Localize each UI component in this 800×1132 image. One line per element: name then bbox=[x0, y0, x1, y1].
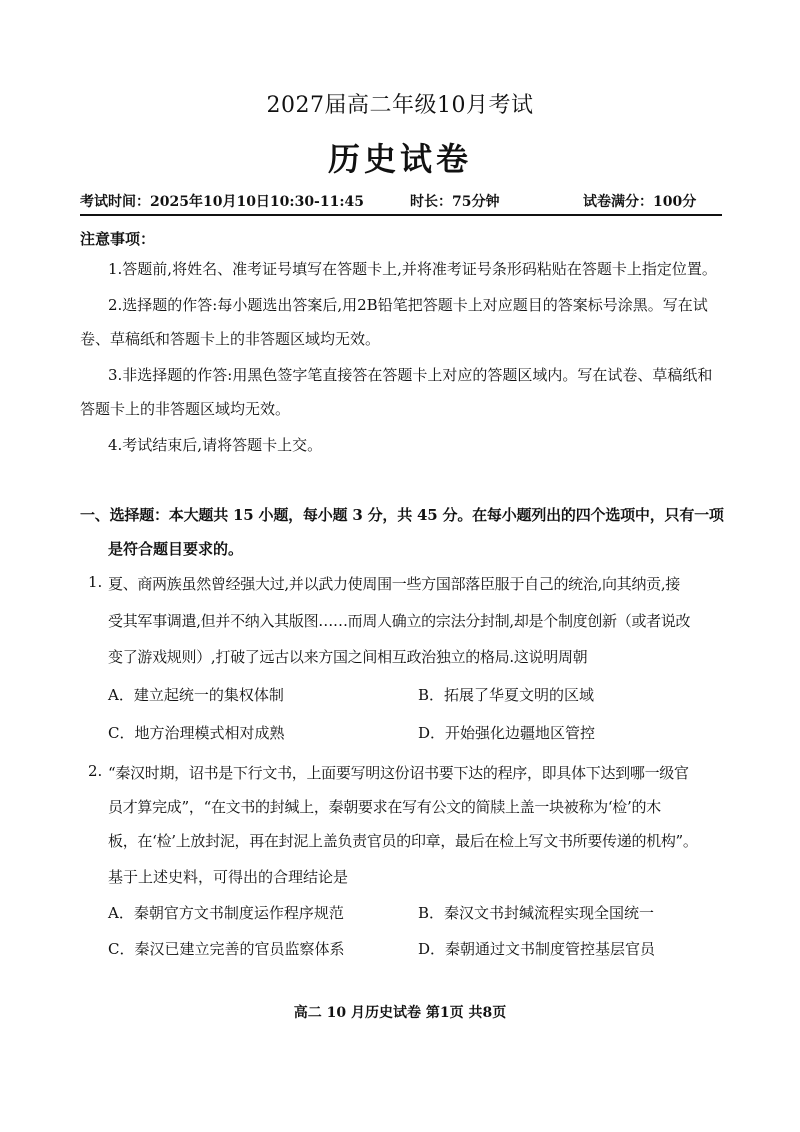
note-item: 3.非选择题的作答:用黑色签字笔直接答在答题卡上对应的答题区域内。写在试卷、草稿纸和 bbox=[108, 366, 713, 384]
notes-heading: 注意事项： bbox=[80, 230, 156, 248]
note-item: 4.考试结束后,请将答题卡上交。 bbox=[108, 436, 323, 454]
question-stem-line: “秦汉时期，诏书是下行文书，上面要写明这份诏书要下达的程序，即具体下达到哪一级官 bbox=[108, 764, 689, 782]
full-score: 试卷满分：100分 bbox=[583, 194, 697, 210]
note-item: 卷、草稿纸和答题卡上的非答题区域均无效。 bbox=[80, 330, 381, 348]
note-item: 答题卡上的非答题区域均无效。 bbox=[80, 400, 291, 418]
exam-time: 考试时间：2025年10月10日10:30-11:45 bbox=[80, 194, 365, 210]
option-d: D．秦朝通过文书制度管控基层官员 bbox=[418, 940, 656, 958]
section-heading: 一、选择题：本大题共 15 小题，每小题 3 分，共 45 分。在每小题列出的四个选项中，只有一项 bbox=[80, 506, 724, 524]
option-c: C．地方治理模式相对成熟 bbox=[108, 724, 285, 742]
option-b: B．秦汉文书封缄流程实现全国统一 bbox=[418, 904, 655, 922]
question-stem-line: 基于上述史料，可得出的合理结论是 bbox=[108, 868, 349, 886]
option-a: A．建立起统一的集权体制 bbox=[108, 686, 284, 704]
option-a: A．秦朝官方文书制度运作程序规范 bbox=[108, 904, 344, 922]
section-heading-cont: 是符合题目要求的。 bbox=[108, 540, 244, 558]
question-stem-line: 员才算完成”，“在文书的封缄上，秦朝要求在写有公文的简牍上盖一块被称为‘检’的木 bbox=[108, 798, 661, 816]
exam-title: 2027届高二年级10月考试 bbox=[266, 93, 534, 118]
question-stem-line: 变了游戏规则）,打破了远古以来方国之间相互政治独立的格局.这说明周朝 bbox=[108, 648, 588, 666]
question-stem-line: 板，在‘检’上放封泥，再在封泥上盖负责官员的印章，最后在检上写文书所要传递的机构”。 bbox=[108, 832, 698, 850]
exam-duration: 时长：75分钟 bbox=[410, 194, 500, 210]
subject-title: 历史试卷 bbox=[327, 140, 472, 178]
question-stem-line: 夏、商两族虽然曾经强大过,并以武力使周围一些方国部落臣服于自己的统治,向其纳贡,接 bbox=[108, 575, 681, 593]
option-b: B．拓展了华夏文明的区域 bbox=[418, 686, 595, 704]
question-number: 1. bbox=[88, 573, 103, 591]
question-stem-line: 受其军事调遣,但并不纳入其版图……而周人确立的宗法分封制,却是个制度创新（或者说改 bbox=[108, 612, 691, 630]
note-item: 2.选择题的作答:每小题选出答案后,用2B铅笔把答题卡上对应题目的答案标号涂黑。写在试 bbox=[108, 296, 708, 314]
option-d: D．开始强化边疆地区管控 bbox=[418, 724, 596, 742]
question-number: 2. bbox=[88, 762, 103, 780]
page-footer: 高二 10 月历史试卷 第1页 共8页 bbox=[293, 1005, 507, 1021]
note-item: 1.答题前,将姓名、准考证号填写在答题卡上,并将准考证号条形码粘贴在答题卡上指定位置。 bbox=[108, 260, 717, 278]
option-c: C．秦汉已建立完善的官员监察体系 bbox=[108, 940, 345, 958]
exam-info-bar bbox=[80, 188, 722, 216]
